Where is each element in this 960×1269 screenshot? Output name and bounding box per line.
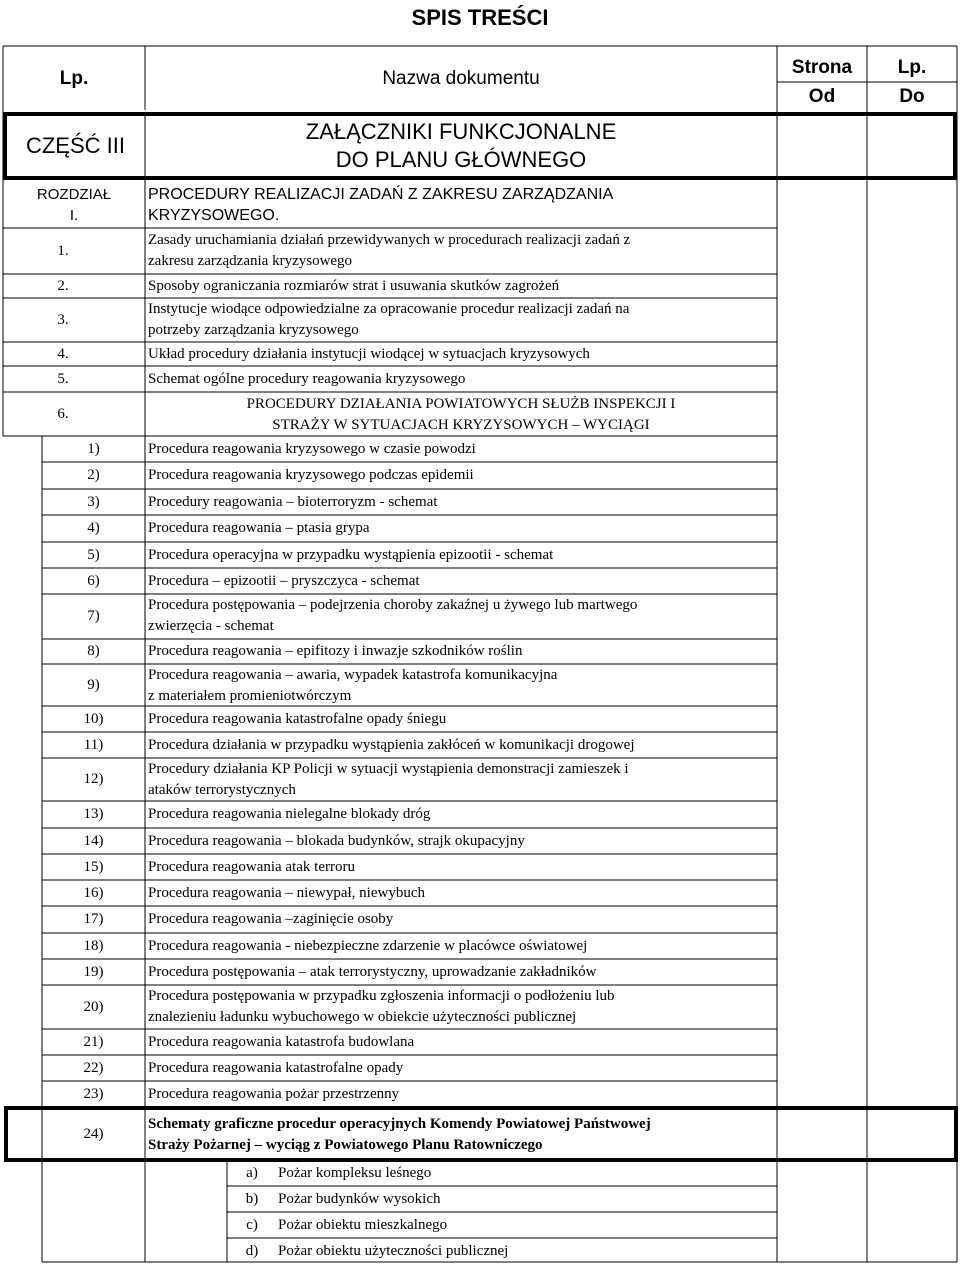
procedure-title-line1: Procedura reagowania kryzysowego podczas epidemii (148, 467, 474, 483)
procedure-title (148, 489, 777, 515)
procedure-lp: 7) (87, 608, 100, 624)
procedure-title-line1: Procedura reagowania katastrofalne opady śniegu (148, 710, 447, 727)
section-title-line2: zakresu zarządzania kryzysowego (148, 253, 353, 269)
procedure-lp: 14) (83, 832, 104, 849)
subitem-lp: d) (245, 1242, 259, 1259)
section-title-line1: PROCEDURY DZIAŁANIA POWIATOWYCH SŁUŻB INSPEKCJI I (246, 396, 676, 412)
procedure-title-line1: Procedura reagowania – awaria, wypadek katastrofa komunikacyjna (148, 667, 558, 683)
section-lp: 4. (57, 345, 69, 362)
procedure-lp: 16) (83, 884, 104, 901)
procedure-lp: 24) (83, 1125, 104, 1142)
procedure-title (148, 801, 777, 828)
part-title-line1: ZAŁĄCZNIKI FUNKCJONALNE (305, 119, 617, 144)
section-lp: 3. (57, 311, 69, 328)
procedure-title-line2: Straży Pożarnej – wyciąg z Powiatowego Planu Ratowniczego (148, 1137, 543, 1153)
procedure-title (148, 854, 777, 880)
procedure-lp: 4) (87, 520, 100, 536)
procedure-title-line1: Procedura reagowania katastrofa budowlana (148, 1033, 415, 1050)
procedure-title-line1: Procedura postępowania – atak terrorystyczny, uprowadzanie zakładników (148, 963, 597, 980)
header-name: Nazwa dokumentu (382, 67, 540, 89)
procedure-title-line1: Procedura reagowania kryzysowego w czasie powodzi (148, 440, 476, 457)
section-title-line1: Instytucje wiodące odpowiedzialne za opracowanie procedur realizacji zadań na (148, 301, 630, 317)
procedure-title (148, 880, 777, 906)
procedure-title (148, 1029, 777, 1055)
part-title (145, 116, 777, 176)
header-lp-right: Lp. (897, 56, 927, 78)
procedure-title-line1: Procedury działania KP Policji w sytuacji wystąpienia demonstracji zamieszek i (148, 761, 629, 777)
procedure-lp: 20) (83, 998, 104, 1015)
section-title: Sposoby ograniczania rozmiarów strat i usuwania skutków zagrożeń (148, 277, 560, 294)
procedure-title-line1: Procedura postępowania w przypadku zgłoszenia informacji o podłożeniu lub (148, 988, 615, 1004)
procedure-title (148, 639, 777, 664)
section-lp: 6. (57, 405, 69, 422)
procedure-title-line1: Procedura reagowania pożar przestrzenny (148, 1086, 400, 1102)
procedure-title-line1: Procedura reagowania atak terroru (148, 858, 355, 875)
procedure-title-line2: znalezieniu ładunku wybuchowego w obiekcie użyteczności publicznej (148, 1009, 577, 1025)
chapter-title-line2: KRYZYSOWEGO. (148, 207, 280, 224)
procedure-lp: 1) (87, 440, 100, 457)
section-title: Układ procedury działania instytucji wiodącej w sytuacjach kryzysowych (148, 345, 590, 362)
procedure-title (148, 906, 777, 933)
procedure-lp: 2) (87, 467, 100, 483)
chapter-label-line1: ROZDZIAŁ (36, 186, 112, 203)
procedure-title-line1: Procedura reagowania – ptasia grypa (148, 520, 370, 536)
procedure-title-line1: Procedura operacyjna w przypadku wystąpienia epizootii - schemat (148, 546, 554, 563)
procedure-title-line1: Procedura reagowania - niebezpieczne zdarzenie w placówce oświatowej (148, 937, 588, 954)
section-title (148, 230, 777, 274)
procedure-lp: 3) (87, 493, 100, 510)
procedure-title (148, 732, 777, 758)
procedure-lp: 19) (83, 963, 104, 980)
header-do: Do (899, 85, 925, 107)
procedure-title (148, 706, 777, 732)
procedure-title (148, 828, 777, 854)
procedure-lp: 17) (83, 911, 104, 927)
subitem-lp: b) (245, 1190, 259, 1207)
section-title: Schemat ogólne procedury reagowania kryzysowego (148, 370, 466, 387)
procedure-title (148, 959, 777, 985)
procedure-title-line1: Procedura reagowania – epifitozy i inwazje szkodników roślin (148, 643, 523, 659)
procedure-title-line1: Procedura reagowania katastrofalne opady (148, 1059, 404, 1076)
procedure-title (148, 594, 777, 639)
header-lp: Lp. (59, 67, 89, 89)
subitem-title: Pożar budynków wysokich (278, 1190, 441, 1207)
procedure-title-line1: Procedura reagowania – blokada budynków, strajk okupacyjny (148, 832, 525, 849)
procedure-lp: 22) (83, 1059, 104, 1076)
procedure-title (148, 515, 777, 542)
subitem-lp: a) (246, 1164, 258, 1181)
procedure-title-line1: Procedury reagowania – bioterroryzm - schemat (148, 493, 438, 510)
procedure-title (148, 933, 777, 959)
procedure-title-line1: Schematy graficzne procedur operacyjnych Komendy Powiatowej Państwowej (148, 1116, 651, 1132)
section-title-line2: potrzeby zarządzania kryzysowego (148, 322, 359, 338)
section-lp: 2. (57, 277, 69, 294)
procedure-lp: 18) (83, 937, 104, 954)
chapter-label-line2: I. (69, 207, 79, 224)
procedure-title (148, 664, 777, 706)
subitem-lp: c) (246, 1216, 258, 1233)
procedure-lp: 5) (87, 546, 100, 563)
section-title-line1: Zasady uruchamiania działań przewidywanych w procedurach realizacji zadań z (148, 232, 631, 248)
procedure-lp: 11) (83, 736, 104, 753)
header-strona: Strona (791, 56, 853, 78)
page-title: SPIS TREŚCI (411, 5, 549, 30)
procedure-lp: 9) (87, 676, 100, 693)
procedure-title-line1: Procedura – epizootii – pryszczyca - schemat (148, 572, 420, 589)
section-lp: 5. (57, 370, 69, 387)
procedure-title (148, 436, 777, 462)
procedure-title (148, 1055, 777, 1081)
part-label: CZĘŚĆ III (25, 133, 125, 158)
procedure-lp: 21) (83, 1033, 104, 1050)
procedure-title-line1: Procedura reagowania nielegalne blokady dróg (148, 806, 431, 822)
procedure-title-line2: ataków terrorystycznych (148, 782, 296, 798)
chapter-title (148, 184, 777, 228)
section-title (148, 299, 777, 342)
procedure-title-line1: Procedura reagowania –zaginięcie osoby (148, 911, 394, 927)
procedure-title (148, 1081, 777, 1108)
part-title-line2: DO PLANU GŁÓWNEGO (335, 147, 587, 172)
procedure-title-line1: Procedura działania w przypadku wystąpienia zakłóceń w komunikacji drogowej (148, 736, 635, 753)
procedure-lp: 8) (87, 643, 100, 659)
procedure-lp: 13) (83, 806, 104, 822)
procedure-title-line2: zwierzęcia - schemat (148, 618, 274, 634)
chapter-title-line1: PROCEDURY REALIZACJI ZADAŃ Z ZAKRESU ZARZĄDZANIA (148, 186, 614, 203)
procedure-title (148, 985, 777, 1029)
subitem-title: Pożar obiektu użyteczności publicznej (278, 1242, 509, 1259)
procedure-title-line1: Procedura postępowania – podejrzenia choroby zakaźnej u żywego lub martwego (148, 597, 638, 613)
section-title (145, 394, 777, 436)
procedure-title (148, 542, 777, 568)
procedure-title (148, 1108, 777, 1160)
procedure-lp: 15) (83, 858, 104, 875)
procedure-title (148, 758, 777, 801)
procedure-lp: 12) (83, 771, 104, 787)
procedure-lp: 6) (87, 572, 100, 589)
procedure-title-line2: z materiałem promieniotwórczym (148, 688, 352, 704)
procedure-title (148, 462, 777, 489)
subitem-title: Pożar kompleksu leśnego (278, 1164, 432, 1181)
procedure-title-line1: Procedura reagowania – niewypał, niewybuch (148, 884, 425, 901)
header-od: Od (808, 85, 836, 107)
procedure-lp: 23) (83, 1086, 104, 1102)
section-lp: 1. (57, 242, 69, 259)
section-title-line2: STRAŻY W SYTUACJACH KRYZYSOWYCH – WYCIĄGI (272, 417, 650, 433)
subitem-title: Pożar obiektu mieszkalnego (278, 1216, 448, 1233)
procedure-title (148, 568, 777, 594)
procedure-lp: 10) (83, 710, 104, 727)
chapter-label (3, 184, 145, 228)
